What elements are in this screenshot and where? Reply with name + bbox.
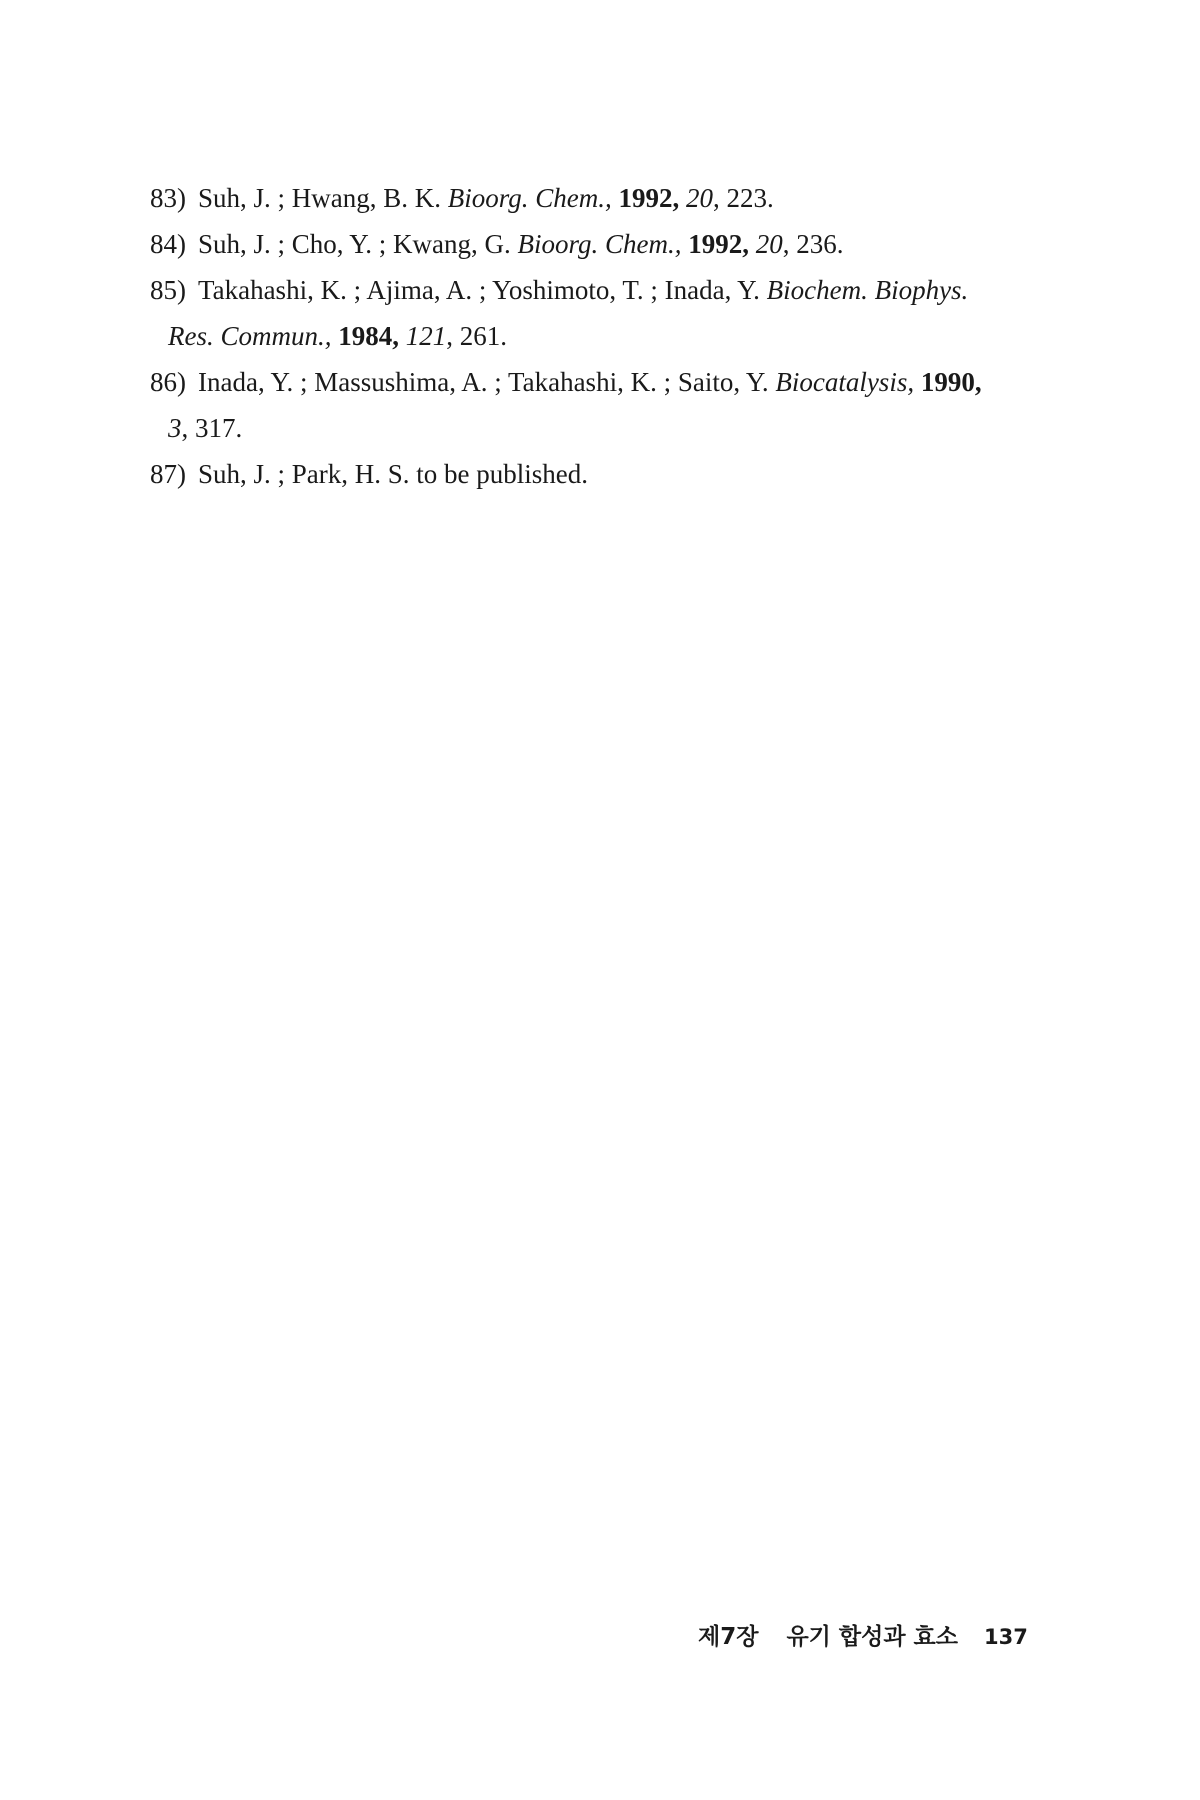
reference-text: 1984, — [338, 321, 399, 351]
reference-entry — [150, 359, 1050, 451]
reference-entry — [150, 221, 1050, 267]
reference-line — [150, 405, 1050, 451]
reference-text: Suh, J. ; Park, H. S. to be published. — [198, 459, 589, 489]
reference-text: Inada, Y. ; Massushima, A. ; Takahashi, K. ; Saito, Y. — [198, 367, 776, 397]
reference-list — [150, 175, 1050, 497]
reference-text: Takahashi, K. ; Ajima, A. ; Yoshimoto, T. ; Inada, Y. — [198, 275, 767, 305]
reference-entry — [150, 175, 1050, 221]
reference-text: 1990, — [920, 367, 982, 397]
reference-line — [150, 313, 1050, 359]
reference-text — [679, 183, 686, 213]
reference-number: 85) — [150, 275, 186, 305]
reference-text: 20 — [755, 229, 783, 259]
page-footer — [698, 1618, 1028, 1651]
reference-text: Biocatalysis, — [775, 367, 915, 397]
reference-text: Bioorg. Chem., — [517, 229, 682, 259]
reference-number: 87) — [150, 459, 186, 489]
reference-line — [150, 175, 1050, 221]
reference-number: 86) — [150, 367, 186, 397]
reference-text: 20 — [686, 183, 714, 213]
reference-text: Bioorg. Chem., — [447, 183, 612, 213]
reference-number: 84) — [150, 229, 186, 259]
reference-entry — [150, 267, 1050, 359]
reference-text: 3 — [168, 413, 182, 443]
reference-text — [749, 229, 756, 259]
reference-line — [150, 451, 1050, 497]
reference-text: 1992, — [618, 183, 680, 213]
reference-number: 83) — [150, 183, 186, 213]
reference-text: , 261. — [446, 321, 507, 351]
reference-line — [150, 267, 1050, 313]
reference-text: 1992, — [688, 229, 750, 259]
reference-text — [914, 367, 921, 397]
reference-text: Suh, J. ; Hwang, B. K. — [198, 183, 448, 213]
reference-text: Biochem. Biophys. — [766, 275, 969, 305]
footer-chapter: 제7장 — [698, 1624, 759, 1650]
reference-text: , 317. — [181, 413, 243, 443]
reference-text: Suh, J. ; Cho, Y. ; Kwang, G. — [198, 229, 518, 259]
reference-text: , 236. — [782, 229, 844, 259]
reference-text — [399, 321, 406, 351]
footer-chapter-title: 유기 합성과 효소 — [786, 1624, 958, 1650]
reference-entry — [150, 451, 1050, 497]
reference-text: , 223. — [713, 183, 774, 213]
page-number: 137 — [984, 1625, 1028, 1649]
reference-text: Res. Commun., — [168, 321, 332, 351]
reference-text: 121 — [405, 321, 447, 351]
reference-line — [150, 359, 1050, 405]
reference-text — [612, 183, 619, 213]
reference-line — [150, 221, 1050, 267]
